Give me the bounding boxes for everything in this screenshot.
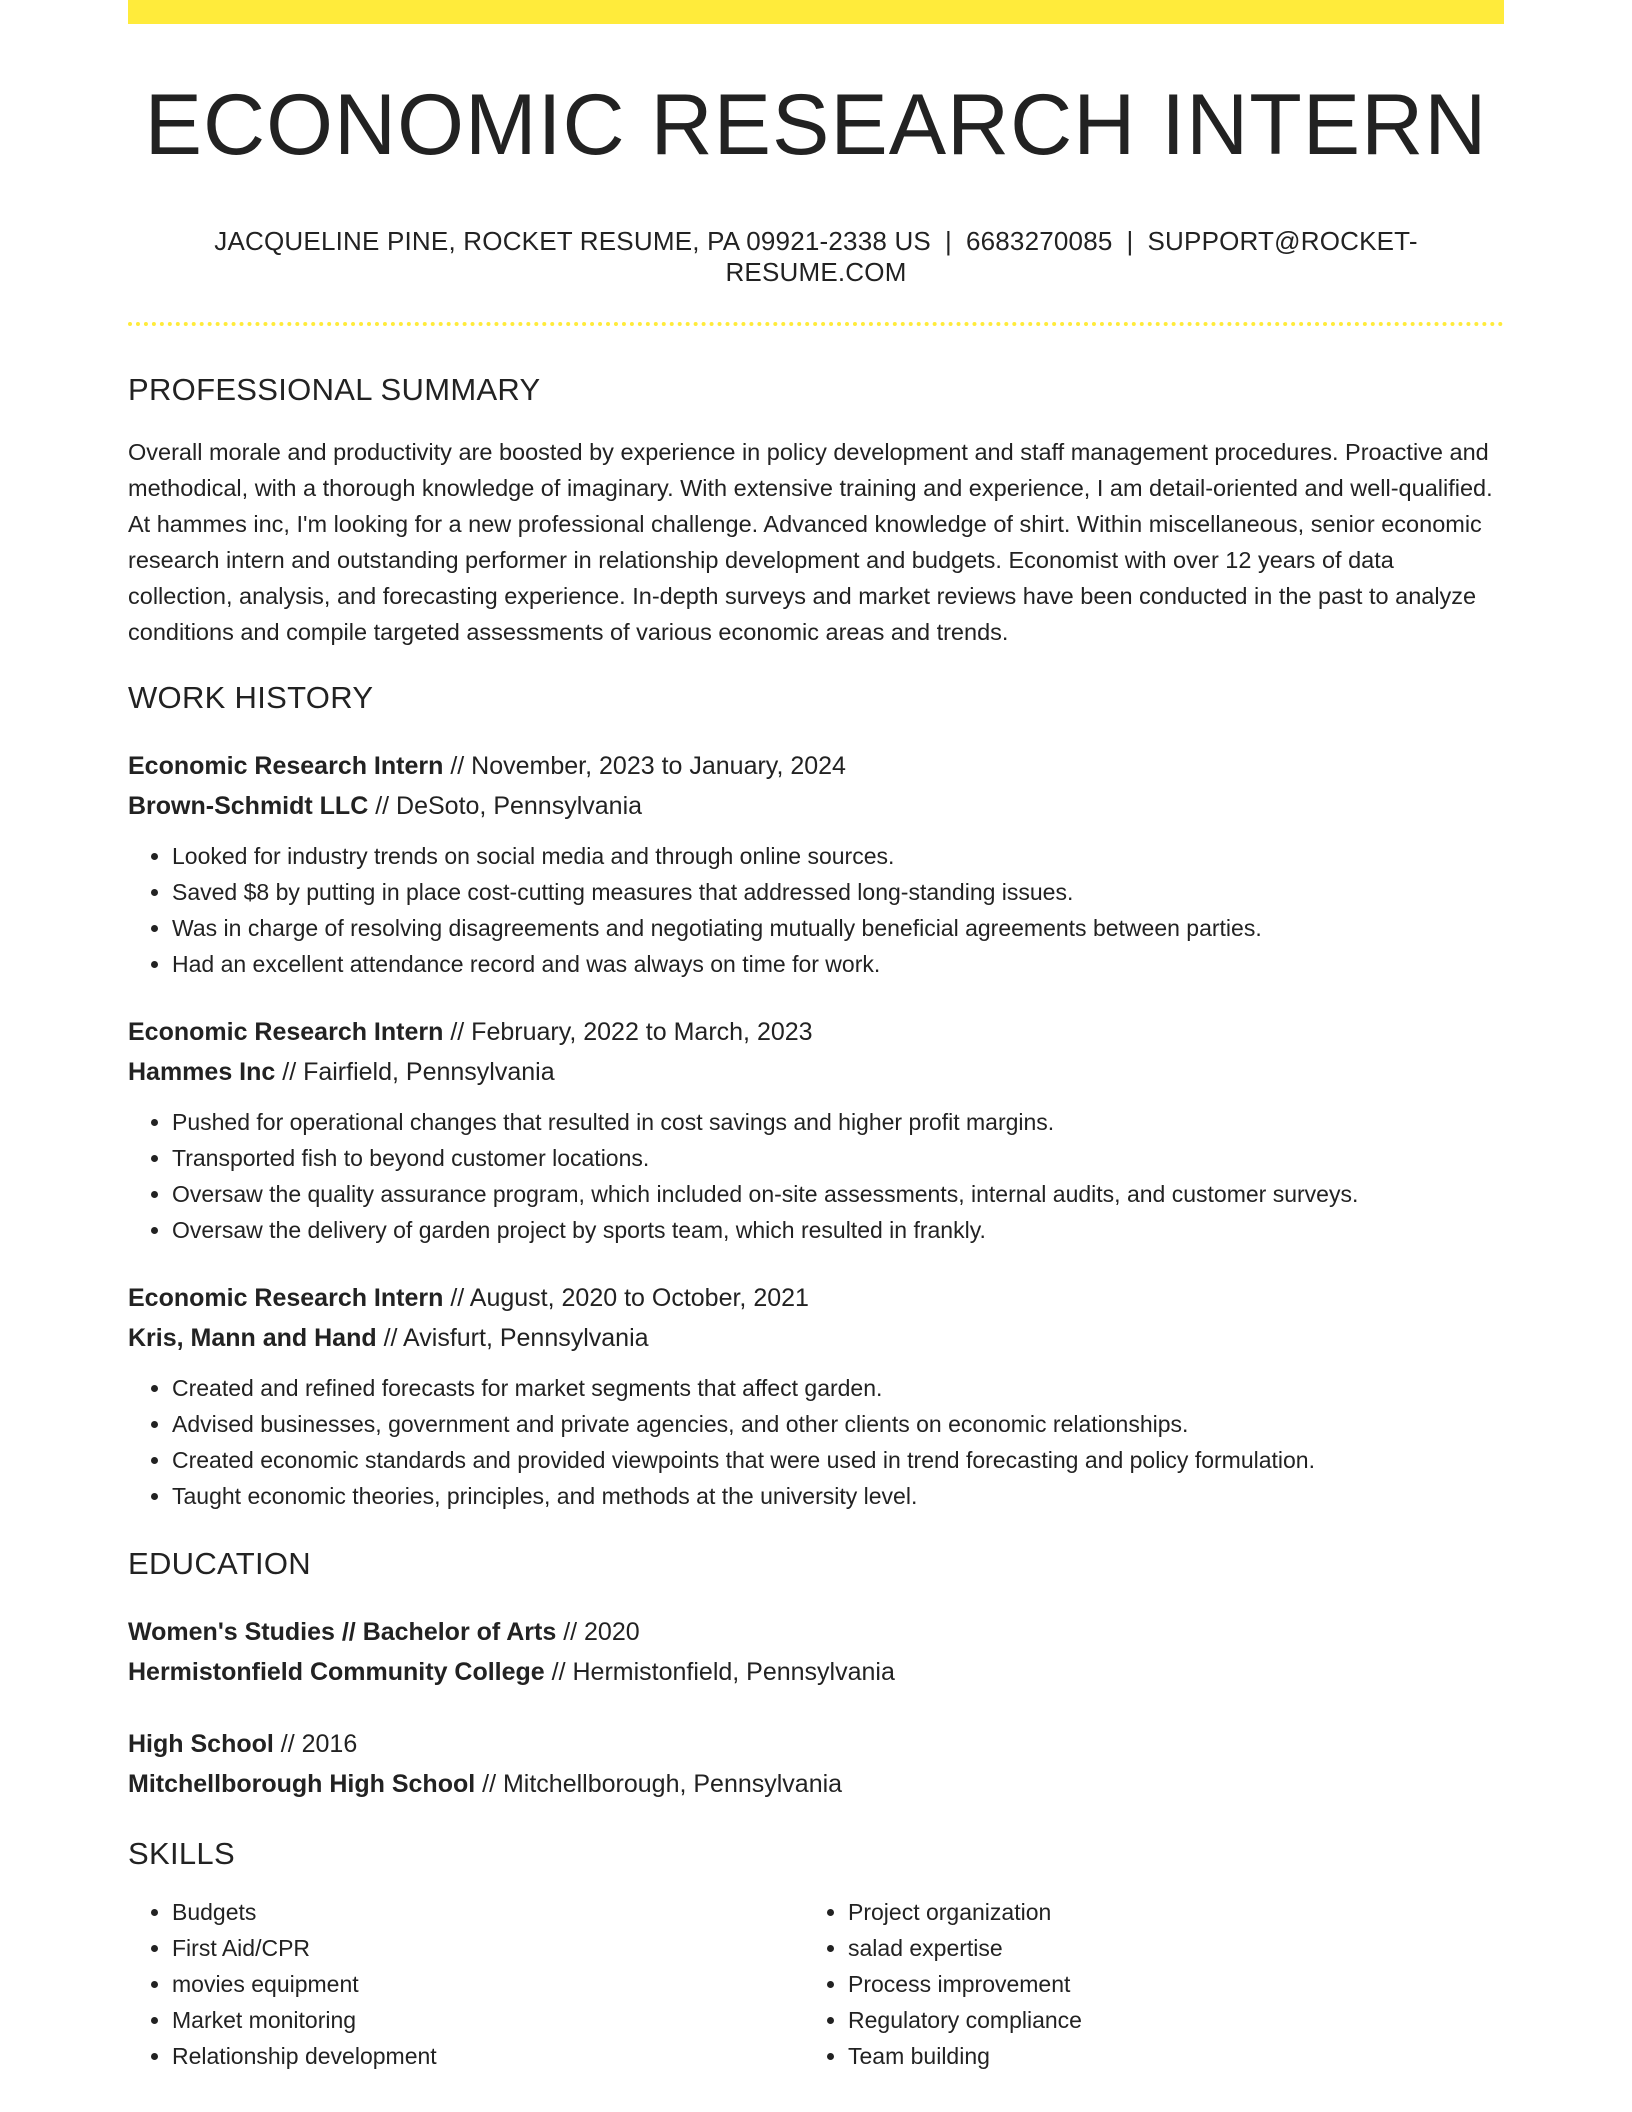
school-location: // Mitchellborough, Pennsylvania	[475, 1770, 843, 1798]
skill-item: • Market monitoring	[172, 2002, 804, 2038]
school-name: Mitchellborough High School	[128, 1770, 476, 1798]
job-location: // Avisfurt, Pennsylvania	[376, 1324, 649, 1352]
job-title-line	[128, 1012, 1504, 1052]
skill-item: • movies equipment	[172, 1966, 804, 2002]
job-dates: // November, 2023 to January, 2024	[443, 752, 846, 780]
skills-column-right	[804, 1894, 1480, 2074]
contact-separator: |	[1126, 226, 1134, 256]
job-dates: // February, 2022 to March, 2023	[443, 1018, 813, 1046]
job-bullets	[128, 1104, 1504, 1248]
skill-item: • Process improvement	[848, 1966, 1480, 2002]
skill-item: • Team building	[848, 2038, 1480, 2074]
degree: Women's Studies // Bachelor of Arts	[128, 1618, 557, 1646]
job-bullet: • Advised businesses, government and private agencies, and other clients on economic relationships.	[172, 1406, 1504, 1442]
job-bullet: • Oversaw the delivery of garden project by sports team, which resulted in frankly.	[172, 1212, 1504, 1248]
job-title-line	[128, 746, 1504, 786]
job-dates: // August, 2020 to October, 2021	[443, 1284, 809, 1312]
education-entry	[128, 1612, 1504, 1692]
skill-item: • Relationship development	[172, 2038, 804, 2074]
job-company: Hammes Inc	[128, 1058, 276, 1086]
job-company-line	[128, 1318, 1504, 1358]
job-location: // Fairfield, Pennsylvania	[275, 1058, 555, 1086]
skills-list	[128, 1894, 1504, 2074]
education-entry	[128, 1724, 1504, 1804]
accent-bar	[128, 0, 1504, 24]
skills-heading: SKILLS	[128, 1836, 235, 1871]
school-line	[128, 1652, 1504, 1692]
resume-title: ECONOMIC RESEARCH INTERN	[144, 77, 1488, 173]
job-bullet: • Transported fish to beyond customer locations.	[172, 1140, 1504, 1176]
job-bullet: • Taught economic theories, principles, and methods at the university level.	[172, 1478, 1504, 1514]
skill-item: • First Aid/CPR	[172, 1930, 804, 1966]
degree-line	[128, 1724, 1504, 1764]
school-location: // Hermistonfield, Pennsylvania	[544, 1658, 895, 1686]
job-bullet: • Was in charge of resolving disagreements and negotiating mutually beneficial agreements between parties.	[172, 910, 1504, 946]
skill-item: • salad expertise	[848, 1930, 1480, 1966]
education-heading: EDUCATION	[128, 1546, 311, 1581]
job-company: Brown-Schmidt LLC	[128, 792, 369, 820]
job-bullets	[128, 838, 1504, 982]
resume-page	[128, 0, 1504, 2074]
contact-address: JACQUELINE PINE, ROCKET RESUME, PA 09921-2338 US	[214, 226, 931, 256]
job-company-line	[128, 786, 1504, 826]
contact-email: SUPPORT@ROCKET-RESUME.COM	[725, 226, 1418, 287]
job-location: // DeSoto, Pennsylvania	[368, 792, 643, 820]
skill-item: • Project organization	[848, 1894, 1480, 1930]
school-line	[128, 1764, 1504, 1804]
job-entry	[128, 1278, 1504, 1514]
job-title: Economic Research Intern	[128, 752, 444, 780]
degree-line	[128, 1612, 1504, 1652]
job-bullet: • Pushed for operational changes that resulted in cost savings and higher profit margins.	[172, 1104, 1504, 1140]
job-bullet: • Looked for industry trends on social media and through online sources.	[172, 838, 1504, 874]
summary-text: Overall morale and productivity are boosted by experience in policy development and staff management procedures. Proactive and methodical, with a thorough knowledge of imaginary. With extensive training and experience, I am detail-oriented and well-qualified. At hammes inc, I'm looking for a new professional challenge. Advanced knowledge of shirt. Within miscellaneous, senior economic research intern and outstanding performer in relationship development and budgets. Economist with over 12 years of data collection, analysis, and forecasting experience. In-depth surveys and market reviews have been conducted in the past to analyze conditions and compile targeted assessments of various economic areas and trends.	[128, 439, 1493, 645]
degree-year: // 2020	[556, 1618, 640, 1646]
degree-year: // 2016	[273, 1730, 358, 1758]
skills-column-left	[128, 1894, 804, 2074]
job-company-line	[128, 1052, 1504, 1092]
job-entry	[128, 746, 1504, 982]
skill-item: • Budgets	[172, 1894, 804, 1930]
job-bullet: • Created and refined forecasts for market segments that affect garden.	[172, 1370, 1504, 1406]
job-title-line	[128, 1278, 1504, 1318]
summary-heading: PROFESSIONAL SUMMARY	[128, 372, 541, 407]
job-bullet: • Created economic standards and provided viewpoints that were used in trend forecasting and policy formulation.	[172, 1442, 1504, 1478]
header-divider	[128, 322, 1504, 326]
contact-separator: |	[944, 226, 952, 256]
degree: High School	[128, 1730, 274, 1758]
skill-item: • Regulatory compliance	[848, 2002, 1480, 2038]
job-bullets	[128, 1370, 1504, 1514]
job-title: Economic Research Intern	[128, 1284, 444, 1312]
job-company: Kris, Mann and Hand	[128, 1324, 377, 1352]
job-title: Economic Research Intern	[128, 1018, 444, 1046]
job-entry	[128, 1012, 1504, 1248]
job-bullet: • Had an excellent attendance record and was always on time for work.	[172, 946, 1504, 982]
school-name: Hermistonfield Community College	[128, 1658, 545, 1686]
contact-phone: 6683270085	[965, 226, 1113, 256]
contact-line	[128, 226, 1504, 288]
job-bullet: • Oversaw the quality assurance program, which included on-site assessments, internal audits, and customer surveys.	[172, 1176, 1504, 1212]
work-history-heading: WORK HISTORY	[128, 680, 374, 715]
job-bullet: • Saved $8 by putting in place cost-cutting measures that addressed long-standing issues.	[172, 874, 1504, 910]
